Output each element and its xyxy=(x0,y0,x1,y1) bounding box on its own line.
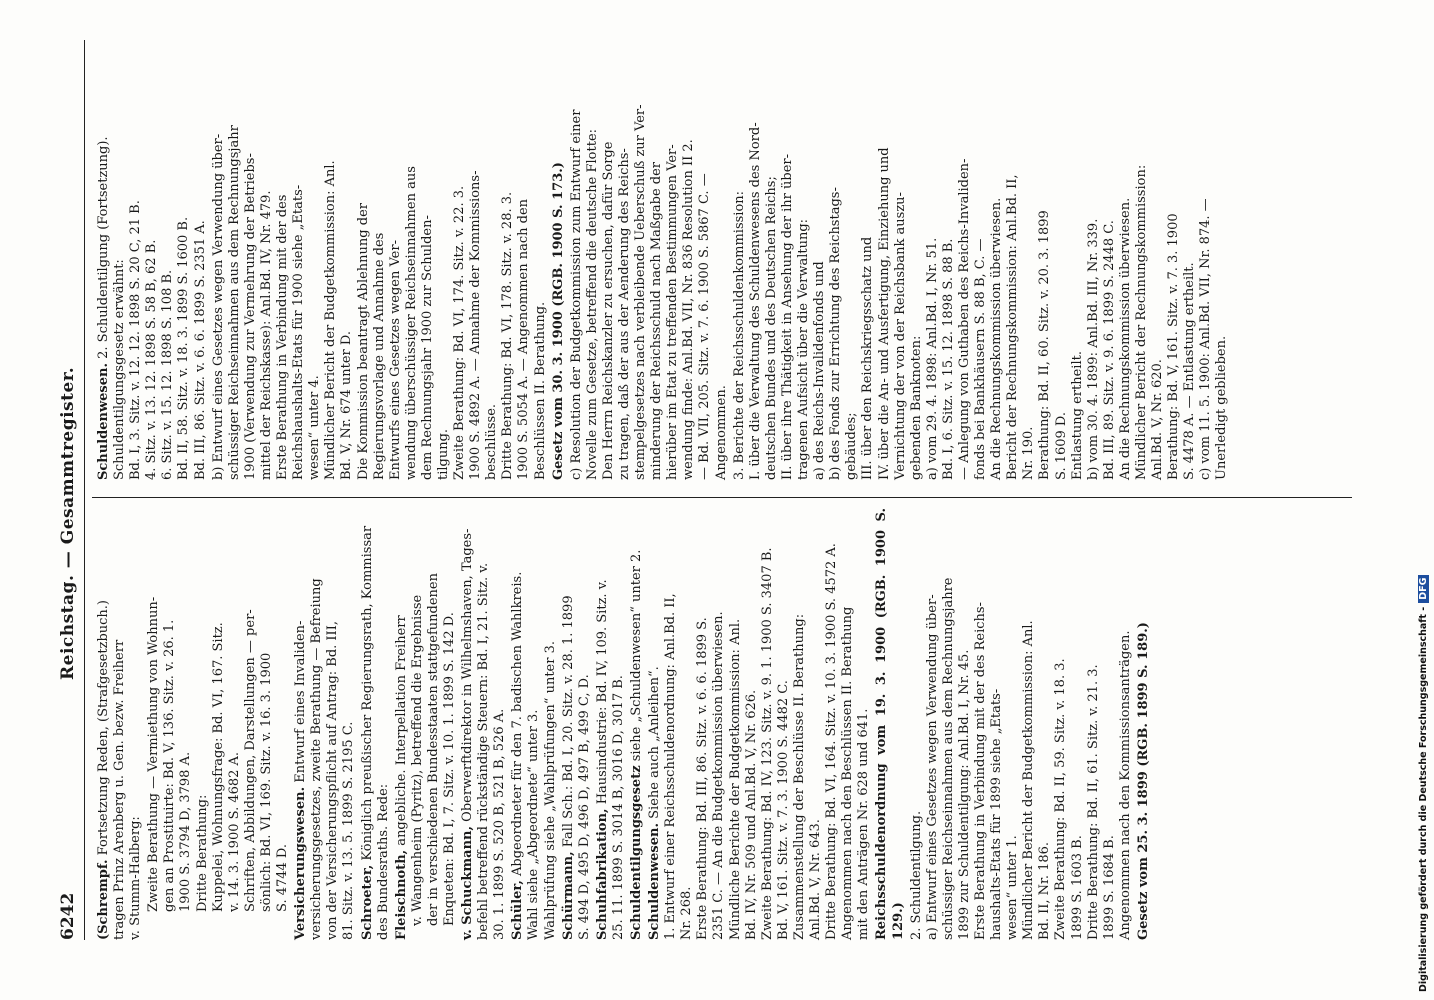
entry-line: 2. Schuldentilgung. xyxy=(908,810,924,940)
entry-line: 4. Sitz. v. 13. 12. 1898 S. 58 B, 62 B. xyxy=(144,239,160,480)
entry-line: Bd. I, 3. Sitz. v. 12. 12. 1898 S. 20 C, 21 B. xyxy=(128,200,144,480)
entry-line: a) Entwurf eines Gesetzes wegen Verwendung über- xyxy=(924,594,940,940)
entry-line: — Anlegung von Guthaben des Reichs-Invaliden- xyxy=(956,158,972,480)
entry-line: der in verschiedenen Bundesstaaten stattgefundenen xyxy=(425,573,441,926)
entry-line: Wahlprüfung siehe „Wahlprüfungen“ unter 3. xyxy=(542,641,558,940)
entry-line: tilgung. xyxy=(435,428,451,480)
entry-line: stempelgesetzes nach verbleibende Ueberschuß zur Ver- xyxy=(633,104,649,480)
entry-line: Novelle zum Gesetze, betreffend die deutsche Flotte: xyxy=(584,128,600,480)
entry-line: Nr. 268. xyxy=(679,886,695,940)
entry-line: Bd. I, 6. Sitz. v. 15. 12. 1898 S. 88 B. xyxy=(940,238,956,480)
entry-line: 2. Schuldentilgung (Fortsetzung). xyxy=(96,136,111,359)
register-entry xyxy=(595,508,627,940)
register-entry xyxy=(569,48,730,480)
page-header xyxy=(48,40,88,940)
entry-line: Wahl siehe „Abgeordnete“ unter 3. xyxy=(526,709,542,940)
entry-line: II. über ihre Thätigkeit in Ansehung der ihr über- xyxy=(779,153,795,480)
register-entry xyxy=(874,508,906,940)
entry-line: schüssiger Reichseinnahmen aus dem Rechnungsjahre xyxy=(940,577,956,940)
entry-line: Berathung: Bd. II, 60. Sitz. v. 20. 3. 1899 xyxy=(1037,210,1053,480)
entry-line: v. Stumm-Halberg: xyxy=(128,816,144,940)
entry-line: 2351 C. — An die Budgetkommission überwiesen. xyxy=(711,611,727,940)
digitization-credit xyxy=(1418,8,1432,992)
entry-line: Fall Sch.: Bd. I, 20. Sitz. v. 28. 1. 1899 xyxy=(560,595,576,848)
entry-line: 25. 11. 1899 S. 3014 B, 3016 D, 3017 B. xyxy=(610,675,626,940)
entry-line: Königlich preußischer Regierungsrath, Kommissar xyxy=(359,525,375,861)
entry-line: mit den Anträgen Nr. 628 und 641. xyxy=(856,708,872,940)
entry-line: befehl betreffend rückständige Steuern: Bd. I, 21. Sitz. v. xyxy=(476,562,492,940)
entry-line: S. 4478 A. — Entlastung ertheilt. xyxy=(1182,262,1198,480)
entry-line: Bericht der Rechnungskommission: Anl.Bd. II, xyxy=(1005,174,1021,480)
entry-line: Fortsetzung Reden, (Strafgesetzbuch.) xyxy=(96,600,111,856)
entry-line: Unerledigt geblieben. xyxy=(1214,335,1230,480)
entry-line: An die Rechnungskommission überwiesen. xyxy=(1117,197,1133,480)
entry-line: III. über den Reichskriegsschatz und xyxy=(860,236,876,480)
entry-line: Oberwerftdirektor in Wilhelmshaven, Tages- xyxy=(460,528,476,822)
entry-line: schüssiger Reichseinnahmen aus dem Rechnungsjahr xyxy=(226,125,242,480)
register-entry xyxy=(909,508,1134,940)
entry-heading: Versicherungswesen. xyxy=(293,786,309,940)
entry-line: Zweite Berathung: Bd. IV, 123. Sitz. v. 9. 1. 1900 S. 3407 B. xyxy=(759,547,775,940)
entry-line: 1899 S. 1684 B. xyxy=(1101,835,1117,940)
entry-line: Vernichtung der von der Reichsbank auszu- xyxy=(892,192,908,480)
register-entry xyxy=(96,508,144,940)
entry-line: tragenen Aufsicht über die Verwaltung: xyxy=(796,218,812,480)
entry-line: Mündlicher Bericht der Budgetkommission: Anl. xyxy=(323,160,339,480)
entry-line: Bd. II, Nr. 186. xyxy=(1037,841,1053,940)
entry-line: wendung finde: Anl.Bd. VII, Nr. 836 Resolution II 2. xyxy=(681,139,697,480)
entry-line: wendung überschüssiger Reichseinnahmen aus xyxy=(403,166,419,480)
entry-heading: Gesetz vom 30. 3. 1900 (RGB. 1900 S. 173.) xyxy=(550,162,566,480)
entry-line: Siehe auch „Anleihen“. xyxy=(647,666,663,819)
entry-line: Berathung: Bd. V, 161. Sitz. v. 7. 3. 1900 xyxy=(1166,213,1182,480)
left-column xyxy=(96,508,1154,940)
entry-line: b) Entwurf eines Gesetzes wegen Verwendung über- xyxy=(210,133,226,480)
entry-line: Dritte Berathung: xyxy=(194,794,210,912)
entry-line: minderung der Reichsschuld nach Maßgabe der xyxy=(649,161,665,480)
entry-line: fonds bei Bankhäusern S. 88 B, C. — xyxy=(973,238,989,480)
entry-heading: Schuldenwesen. xyxy=(647,823,663,940)
entry-line: IV. über die An- und Ausfertigung, Einziehung und xyxy=(876,147,892,480)
entry-line: Schriften, Abbildungen, Darstellungen — per- xyxy=(242,609,258,912)
entry-line: Bd. IV, Nr. 509 und Anl.Bd. V, Nr. 626. xyxy=(743,689,759,940)
register-entry xyxy=(211,48,549,480)
entry-heading: Schuhfabrikation, xyxy=(594,808,610,940)
right-column xyxy=(96,48,1233,480)
entry-line: Mündliche Berichte der Budgetkommission: Anl. xyxy=(727,618,743,940)
register-entry xyxy=(394,508,458,940)
entry-line: 1899 zur Schuldentilgung: Anl.Bd. I, Nr. 45. xyxy=(956,649,972,940)
entry-line: Zweite Berathung — Vermiethung von Wohnun- xyxy=(146,596,162,912)
entry-line: Anl.Bd. V, Nr. 643. xyxy=(808,819,824,940)
register-entry xyxy=(561,508,593,940)
entry-line: Hausindustrie: Bd. IV, 109. Sitz. v. xyxy=(594,579,610,805)
dfg-logo: DFG xyxy=(1418,575,1429,603)
entry-line: Mündlicher Bericht der Rechnungskommission: xyxy=(1134,164,1149,480)
entry-line: mittel der Reichskasse): Anl.Bd. IV, Nr. 479. xyxy=(258,190,274,480)
register-entry xyxy=(510,508,558,940)
entry-line: zu tragen, daß der aus der Aenderung des Reichs- xyxy=(617,148,632,480)
entry-line: Abgeordneter für den 7. badischen Wahlkreis. xyxy=(510,571,526,876)
entry-line: Erste Berathung in Verbindung mit der des xyxy=(275,194,291,480)
entry-line: Bd. III, 89. Sitz. v. 9. 6. 1899 S. 2448 C. xyxy=(1101,220,1117,480)
entry-line: Schuldentilgungsgesetz erwähnt: xyxy=(112,259,128,480)
column-divider xyxy=(92,497,1352,498)
entry-line: deutschen Bundes und des Deutschen Reichs; xyxy=(763,176,779,480)
entry-line: hierüber im Etat zu treffenden Bestimmungen Ver- xyxy=(665,144,681,480)
entry-line: a) des Reichs-Invalidenfonds und xyxy=(812,261,828,480)
entry-line: angebliche. Interpellation Freiherr xyxy=(393,615,409,846)
entry-line: Zweite Berathung: Bd. VI, 174. Sitz. v. 22. 3. xyxy=(452,185,468,480)
entry-line: c) Resolution der Budgetkommission zum Entwurf einer xyxy=(568,109,584,480)
entry-line: 1. Entwurf einer Reichsschuldenordnung: Anl.Bd. II, xyxy=(663,593,679,940)
entry-heading: Schroeter, xyxy=(359,864,375,940)
entry-line: dem Rechnungsjahr 1900 zur Schulden- xyxy=(419,215,435,480)
register-entry xyxy=(551,48,567,480)
entry-line: gebäudes; xyxy=(844,412,860,480)
entry-line: Dritte Berathung: Bd. VI, 178. Sitz. v. 28. 3. xyxy=(500,191,516,480)
entry-line: Erste Berathung in Verbindung mit der des Reichs- xyxy=(972,602,988,940)
entry-line: 1899 S. 1603 B. xyxy=(1069,835,1085,940)
entry-heading: Schüler, xyxy=(510,880,526,940)
entry-heading: Reichsschuldenordnung vom 19. 3. 1900 (RGB. 1900 S. 129.) xyxy=(874,508,906,940)
register-entry xyxy=(293,508,357,940)
entry-line: v. Wangenheim (Pyritz), betreffend die Ergebnisse xyxy=(409,594,425,926)
register-entry xyxy=(732,48,1231,480)
entry-line: sönlich: Bd. VI, 169. Sitz. v. 16. 3. 1900 xyxy=(258,652,274,912)
entry-line: Bd. V, Nr. 674 unter D. xyxy=(339,331,355,480)
entry-line: 1900 (Verwendung zur Vermehrung der Betriebs- xyxy=(242,153,258,480)
entry-line: b) vom 30. 4. 1899: Anl.Bd. III, Nr. 339. xyxy=(1085,218,1101,480)
entry-line: Bd. V, 161. Sitz. v. 7. 3. 1900 S. 4482 C. xyxy=(775,680,791,940)
entry-heading: (Schrempf. xyxy=(96,859,111,940)
entry-line: I. über die Verwaltung des Schuldenwesens des Nord- xyxy=(747,122,763,480)
entry-line: beschlüsse. xyxy=(484,403,500,480)
entry-line: 1900 S. 3794 D, 3798 A. xyxy=(178,751,194,912)
entry-line: Anl.Bd. V, Nr. 620. xyxy=(1150,359,1166,480)
entry-line: Beschlüssen II. Berathung. xyxy=(532,301,548,480)
entry-line: 6. Sitz. v. 15. 12. 1898 S. 108 B. xyxy=(160,269,176,480)
entry-line: 1900 S. 4892 A. — Annahme der Kommissions- xyxy=(468,170,484,480)
entry-line: 81. Sitz. v. 13. 5. 1899 S. 2195 C. xyxy=(341,721,357,940)
entry-line: tragen Prinz Arenberg u. Gen. bezw. Freiherr xyxy=(112,639,128,940)
header-rule xyxy=(84,40,85,940)
entry-line: Angenommen nach den Kommissionsanträgen. xyxy=(1117,630,1133,940)
entry-line: 1900 S. 5054 A. — Angenommen nach den xyxy=(516,198,532,480)
entry-line: b) des Fonds zur Errichtung des Reichstags- xyxy=(828,187,844,480)
entry-line: wesen“ unter 1. xyxy=(1005,835,1021,940)
entry-line: — Bd. VII, 205. Sitz. v. 7. 6. 1900 S. 5867 C. — xyxy=(697,173,713,480)
entry-line: Bd. III, 86. Sitz. v. 6. 6. 1899 S. 2351 A. xyxy=(192,220,208,480)
credit-text: Digitalisierung gefördert durch die Deutsche Forschungsgemeinschaft - xyxy=(1418,606,1429,992)
entry-line: gen an Prostituirte: Bd. V, 136. Sitz. v. 26. 1. xyxy=(162,619,178,912)
entry-line: S. 1609 D. xyxy=(1053,411,1069,480)
entry-line: Dritte Berathung: Bd. II, 61. Sitz. v. 21. 3. xyxy=(1085,664,1101,940)
entry-line: a) vom 29. 4. 1898: Anl.Bd. I, Nr. 51. xyxy=(924,237,940,480)
entry-line: Mündlicher Bericht der Budgetkommission: Anl. xyxy=(1021,620,1037,940)
entry-heading: Schürmann, xyxy=(560,851,576,940)
entry-line: Entwurf eines Invaliden- xyxy=(293,620,309,783)
entry-line: An die Rechnungskommission überwiesen. xyxy=(989,197,1005,480)
entry-heading: Schuldenwesen. xyxy=(96,363,111,480)
entry-heading: Schuldentilgungsgesetz xyxy=(629,765,644,940)
entry-line: Zusammenstellung der Beschlüsse II. Berathung: xyxy=(791,613,807,940)
register-entry xyxy=(146,508,291,940)
entry-line: Angenommen. xyxy=(713,385,729,480)
register-entry xyxy=(629,508,645,940)
entry-line: Entwurfs eines Gesetzes wegen Ver- xyxy=(387,240,403,480)
entry-line: S. 494 D, 495 D, 496 D, 497 B, 499 C, D. xyxy=(576,674,592,940)
entry-line: 30. 1. 1899 S. 520 B, 521 B, 526 A. xyxy=(492,708,508,940)
register-entry xyxy=(360,508,392,940)
entry-line: des Bundesraths. Rede: xyxy=(375,783,391,940)
entry-line: Dritte Berathung: Bd. VI, 164. Sitz. v. 10. 3. 1900 S. 4572 A. xyxy=(824,543,840,940)
entry-line: c) vom 11. 5. 1900: Anl.Bd. VII, Nr. 874. — xyxy=(1198,198,1214,480)
entry-line: wesen“ unter 4. xyxy=(307,375,323,480)
entry-line: Angenommen nach den Beschlüssen II. Berathung xyxy=(840,606,856,940)
entry-line: Kuppelei, Wohnungsfrage: Bd. VI, 167. Sitz. xyxy=(210,622,226,912)
entry-line: haushalts-Etats für 1899 siehe „Etats- xyxy=(989,688,1005,940)
entry-line: versicherungsgesetzes, zweite Berathung — Befreiung xyxy=(309,578,325,940)
register-entry xyxy=(96,48,209,480)
entry-line: Zweite Berathung: Bd. II, 59. Sitz. v. 18. 3. xyxy=(1053,658,1069,940)
entry-line: siehe „Schuldenwesen“ unter 2. xyxy=(629,549,644,762)
entry-line: Enqueten: Bd. I, 7. Sitz. v. 10. 1. 1899 S. 142 D. xyxy=(441,612,457,926)
register-entry xyxy=(647,508,872,940)
register-entry xyxy=(460,508,508,940)
entry-heading: Fleischnoth, xyxy=(393,849,409,940)
page-number: 6242 xyxy=(58,892,78,940)
entry-line: Den Herrn Reichskanzler zu ersuchen, dafür Sorge xyxy=(600,141,616,480)
entry-line: S. 4744 D. xyxy=(275,843,291,912)
entry-line: von der Versicherungspflicht auf Antrag: Bd. III, xyxy=(325,621,341,940)
entry-line: 3. Berichte der Reichsschuldenkommission: xyxy=(731,190,747,480)
entry-heading: Gesetz vom 25. 3. 1899 (RGB. 1899 S. 189.) xyxy=(1135,622,1151,940)
entry-line: Nr. 190. xyxy=(1021,426,1037,480)
entry-line: Reichshaushalts-Etats für 1900 siehe „Etats- xyxy=(291,184,307,480)
register-entry xyxy=(1136,508,1152,940)
entry-line: Die Kommission beantragt Ablehnung der xyxy=(355,203,371,480)
entry-line: v. 14. 3. 1900 S. 4682 A. xyxy=(226,751,242,912)
entry-line: Erste Berathung: Bd. III, 86. Sitz. v. 6. 6. 1899 S. xyxy=(695,617,711,940)
entry-heading: v. Schuckmann, xyxy=(460,825,476,940)
entry-line: Entlastung ertheilt. xyxy=(1069,351,1085,480)
entry-line: Regierungsvorlage und Annahme des xyxy=(371,232,387,480)
entry-line: gebenden Banknoten: xyxy=(908,335,924,480)
entry-line: Bd. II, 58. Sitz. v. 18. 3. 1899 S. 1600 B. xyxy=(176,216,192,480)
running-title: Reichstag. — Gesammtregister. xyxy=(58,366,78,680)
